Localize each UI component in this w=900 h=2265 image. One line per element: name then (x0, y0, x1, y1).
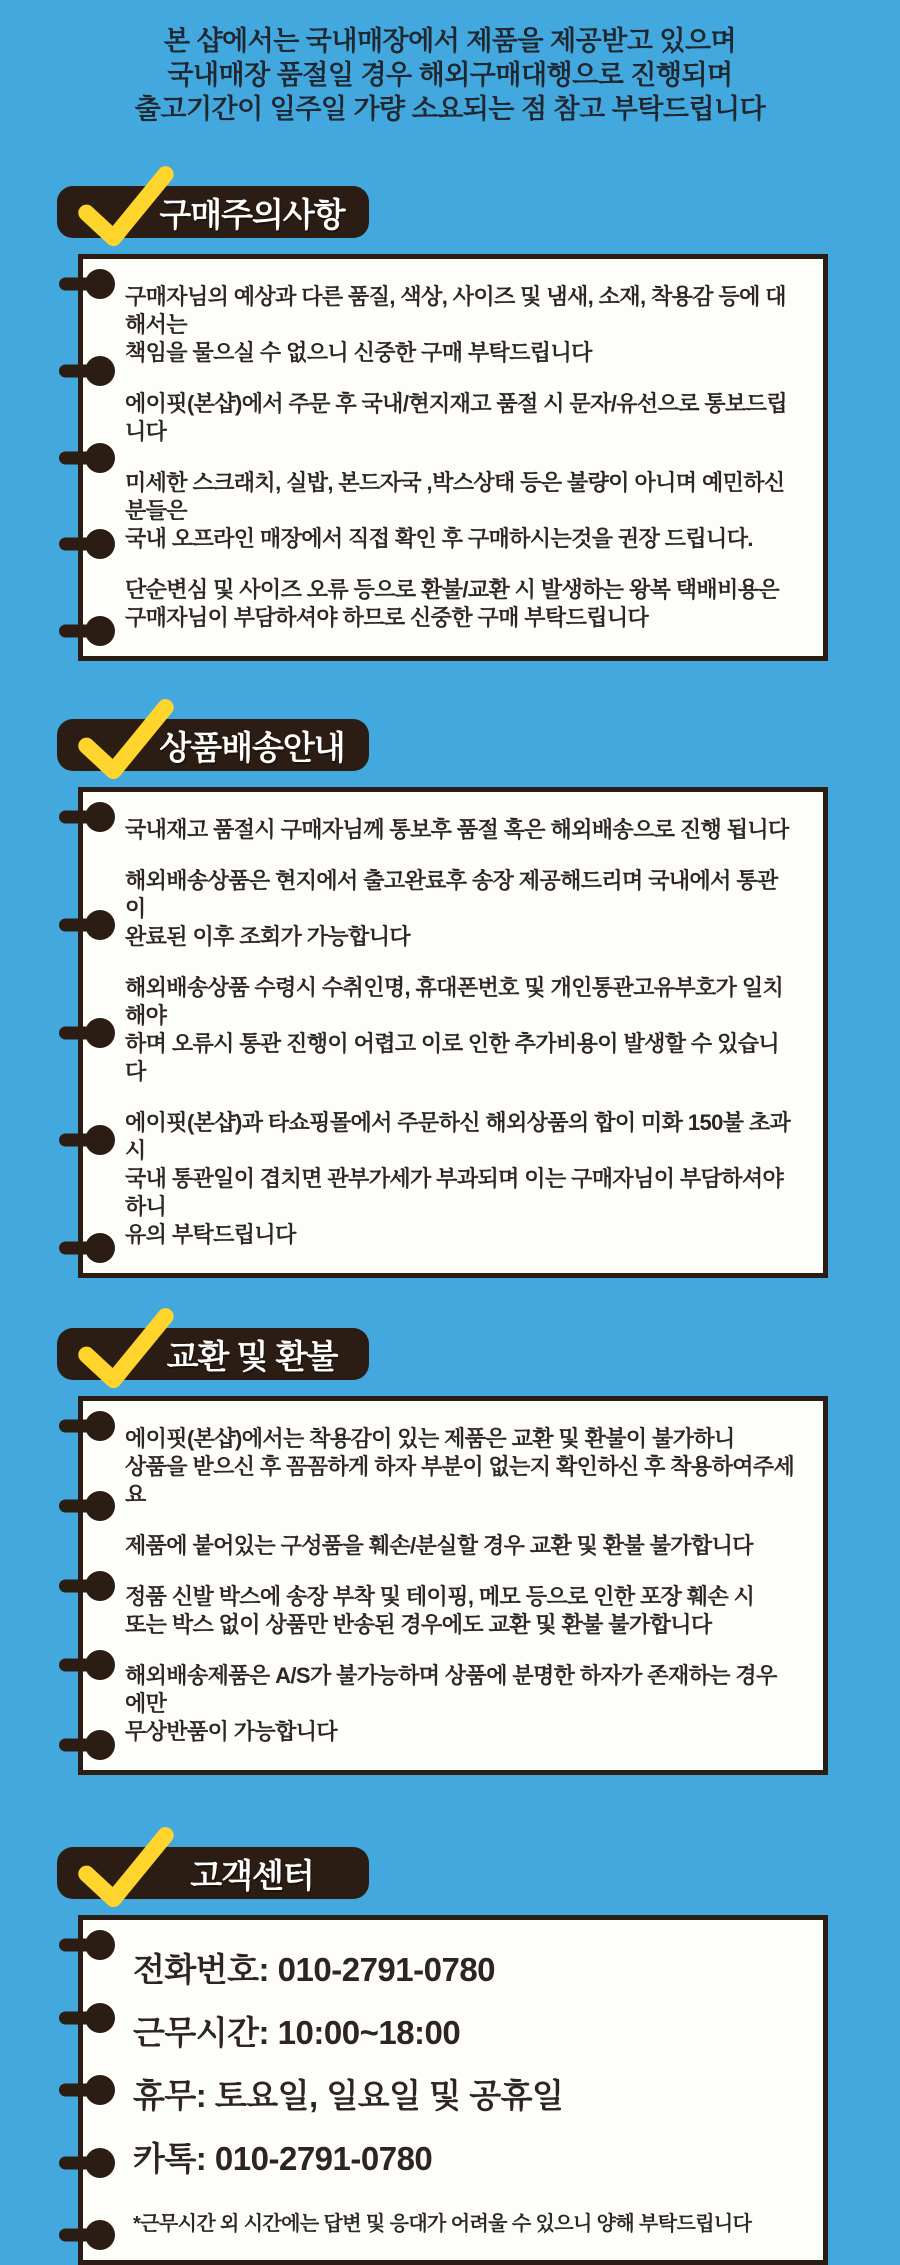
binder-pin-icon (59, 616, 115, 646)
notice-box (78, 1396, 828, 1775)
binder-pin-icon (59, 1411, 115, 1441)
contact-phone: 전화번호: 010-2791-0780 (133, 1951, 496, 1988)
section-title: 상품배송안내 (57, 719, 369, 771)
section-customer-center (0, 1847, 900, 2265)
section-title: 교환 및 환불 (57, 1328, 369, 1380)
section-title: 고객센터 (57, 1847, 369, 1899)
section-heading (57, 186, 369, 238)
header-line-1: 본 샵에서는 국내매장에서 제품을 제공받고 있으며 (163, 26, 737, 56)
notice-item: 에이핏(본샵)과 타쇼핑몰에서 주문하신 해외상품의 합이 미화 150불 초과시 국내 통관일이 겹치면 관부가세가 부과되며 이는 구매자님이 부담하셔야 하니 유의 부탁드립니다 (125, 1110, 791, 1247)
contact-hours: 근무시간: 10:00~18:00 (133, 2014, 461, 2051)
binder-pin-icon (59, 1930, 115, 1960)
notice-box (78, 787, 828, 1278)
section-exchange-refund (0, 1328, 900, 1775)
binder-pin-icon (59, 356, 115, 386)
notice-item: 에이핏(본샵)에서는 착용감이 있는 제품은 교환 및 환불이 불가하니 상품을 받으신 후 꼼꼼하게 하자 부분이 없는지 확인하신 후 착용하여주세요 (125, 1426, 795, 1507)
binder-pin-icon (59, 910, 115, 940)
section-heading (57, 719, 369, 771)
binder-pins (59, 1411, 115, 1760)
notice-item: 에이핏(본샵)에서 주문 후 국내/현지재고 품절 시 문자/유선으로 통보드립니다 (125, 391, 787, 444)
binder-pin-icon (59, 802, 115, 832)
binder-pins (59, 1930, 115, 2250)
page-header (0, 24, 900, 126)
contact-dayoff: 휴무: 토요일, 일요일 및 공휴일 (133, 2077, 564, 2114)
notice-item: 해외배송상품은 현지에서 출고완료후 송장 제공해드리며 국내에서 통관이 완료된 이후 조회가 가능합니다 (125, 868, 778, 949)
binder-pin-icon (59, 2003, 115, 2033)
binder-pin-icon (59, 1650, 115, 1680)
binder-pin-icon (59, 2220, 115, 2250)
checkmark-icon (73, 1825, 179, 1915)
contact-kakao: 카톡: 010-2791-0780 (133, 2140, 433, 2177)
notice-item: 정품 신발 박스에 송장 부착 및 테이핑, 메모 등으로 인한 포장 훼손 시 또는 박스 없이 상품만 반송된 경우에도 교환 및 환불 불가합니다 (125, 1584, 755, 1637)
binder-pin-icon (59, 1571, 115, 1601)
section-purchase-cautions (0, 186, 900, 661)
notice-item: 단순변심 및 사이즈 오류 등으로 환불/교환 시 발생하는 왕복 택배비용은 구매자님이 부담하셔야 하므로 신중한 구매 부탁드립니다 (125, 577, 780, 630)
binder-pin-icon (59, 443, 115, 473)
binder-pin-icon (59, 1018, 115, 1048)
binder-pin-icon (59, 2148, 115, 2178)
binder-pin-icon (59, 1730, 115, 1760)
notice-box (78, 254, 828, 661)
notice-item: 미세한 스크래치, 실밥, 본드자국 ,박스상태 등은 불량이 아니며 예민하신 분들은 국내 오프라인 매장에서 직접 확인 후 구매하시는것을 권장 드립니다. (125, 470, 785, 551)
section-shipping-guide (0, 719, 900, 1278)
binder-pin-icon (59, 529, 115, 559)
binder-pin-icon (59, 1125, 115, 1155)
binder-pins (59, 269, 115, 646)
binder-pins (59, 802, 115, 1263)
notice-item: 구매자님의 예상과 다른 품질, 색상, 사이즈 및 냄새, 소재, 착용감 등에 대해서는 책임을 물으실 수 없으니 신중한 구매 부탁드립니다 (125, 284, 786, 365)
header-line-2: 국내매장 품절일 경우 해외구매대행으로 진행되며 (167, 60, 733, 90)
notice-item: 해외배송상품 수령시 수취인명, 휴대폰번호 및 개인통관고유부호가 일치해야 하며 오류시 통관 진행이 어렵고 이로 인한 추가비용이 발생할 수 있습니다 (125, 975, 784, 1084)
section-title: 구매주의사항 (57, 186, 369, 238)
notice-item: 제품에 붙어있는 구성품을 훼손/분실할 경우 교환 및 환불 불가합니다 (125, 1533, 753, 1558)
checkmark-icon (73, 1306, 179, 1396)
section-heading (57, 1847, 369, 1899)
customer-center-box (78, 1915, 828, 2265)
notice-item: 국내재고 품절시 구매자님께 통보후 품절 혹은 해외배송으로 진행 됩니다 (125, 817, 789, 842)
contact-note: *근무시간 외 시간에는 답변 및 응대가 어려울 수 있으니 양해 부탁드립니다 (133, 2213, 752, 2235)
binder-pin-icon (59, 1233, 115, 1263)
binder-pin-icon (59, 2075, 115, 2105)
checkmark-icon (73, 164, 179, 254)
binder-pin-icon (59, 1491, 115, 1521)
header-line-3: 출고기간이 일주일 가량 소요되는 점 참고 부탁드립니다 (134, 94, 766, 124)
binder-pin-icon (59, 269, 115, 299)
checkmark-icon (73, 697, 179, 787)
section-heading (57, 1328, 369, 1380)
notice-item: 해외배송제품은 A/S가 불가능하며 상품에 분명한 하자가 존재하는 경우에만 무상반품이 가능합니다 (125, 1663, 777, 1744)
